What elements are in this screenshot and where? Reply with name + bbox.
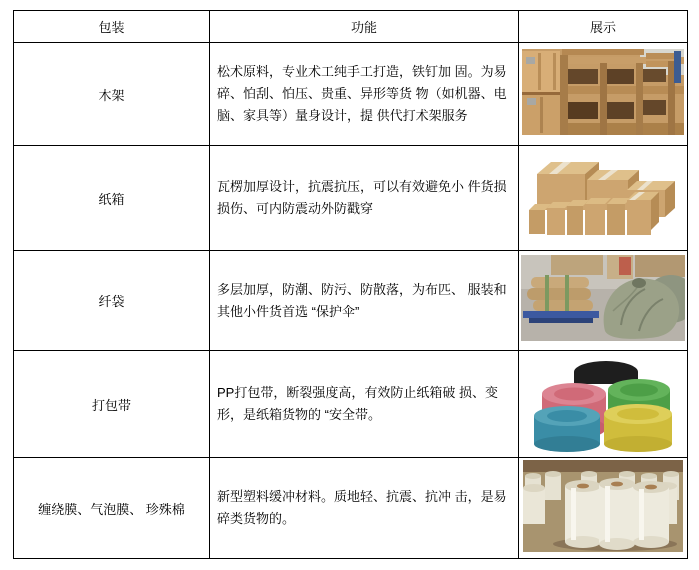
function-text: PP打包带，断裂强度高，有效防止纸箱破 损、变形，是纸箱货物的 “安全带。	[210, 351, 519, 458]
packaging-name: 纸箱	[14, 146, 210, 251]
function-text: 瓦楞加厚设计，抗震抗压，可以有效避免小 件货损损伤、可内防震动外防戳穿	[210, 146, 519, 251]
packaging-name: 缠绕膜、气泡膜、 珍殊棉	[14, 458, 210, 559]
table-row-carton	[14, 146, 688, 251]
packaging-name: 打包带	[14, 351, 210, 458]
packaging-name: 纤袋	[14, 251, 210, 351]
header-display: 展示	[519, 11, 688, 43]
function-text: 松术原料，专业术工纯手工打造，铁钉加 固。为易碎、怕刮、怕压、贵重、异形等货 物（如机器、电脑、家具等）量身设计，提 供代打术架服务	[210, 43, 519, 146]
display-cell	[519, 251, 688, 351]
woven-bags-photo	[521, 255, 685, 341]
table-row-wooden-frame	[14, 43, 688, 146]
wooden-crates-photo	[522, 49, 684, 135]
table-row-fiber-bag	[14, 251, 688, 351]
display-cell	[519, 351, 688, 458]
display-cell	[519, 146, 688, 251]
table-row-strapping	[14, 351, 688, 458]
packaging-name: 木架	[14, 43, 210, 146]
header-row	[14, 11, 688, 43]
header-packaging: 包装	[14, 11, 210, 43]
packaging-table	[13, 10, 688, 559]
display-cell	[519, 43, 688, 146]
table-row-wrap-film	[14, 458, 688, 559]
header-function: 功能	[210, 11, 519, 43]
display-cell	[519, 458, 688, 559]
film-rolls-photo	[523, 460, 683, 552]
function-text: 多层加厚，防潮、防污、防散落，为布匹、 服装和其他小件货首选 “保护伞”	[210, 251, 519, 351]
cardboard-boxes-photo	[523, 148, 683, 243]
function-text: 新型塑料缓冲材料。质地轻、抗震、抗冲 击，是易碎类货物的。	[210, 458, 519, 559]
strapping-rolls-photo	[528, 352, 678, 452]
